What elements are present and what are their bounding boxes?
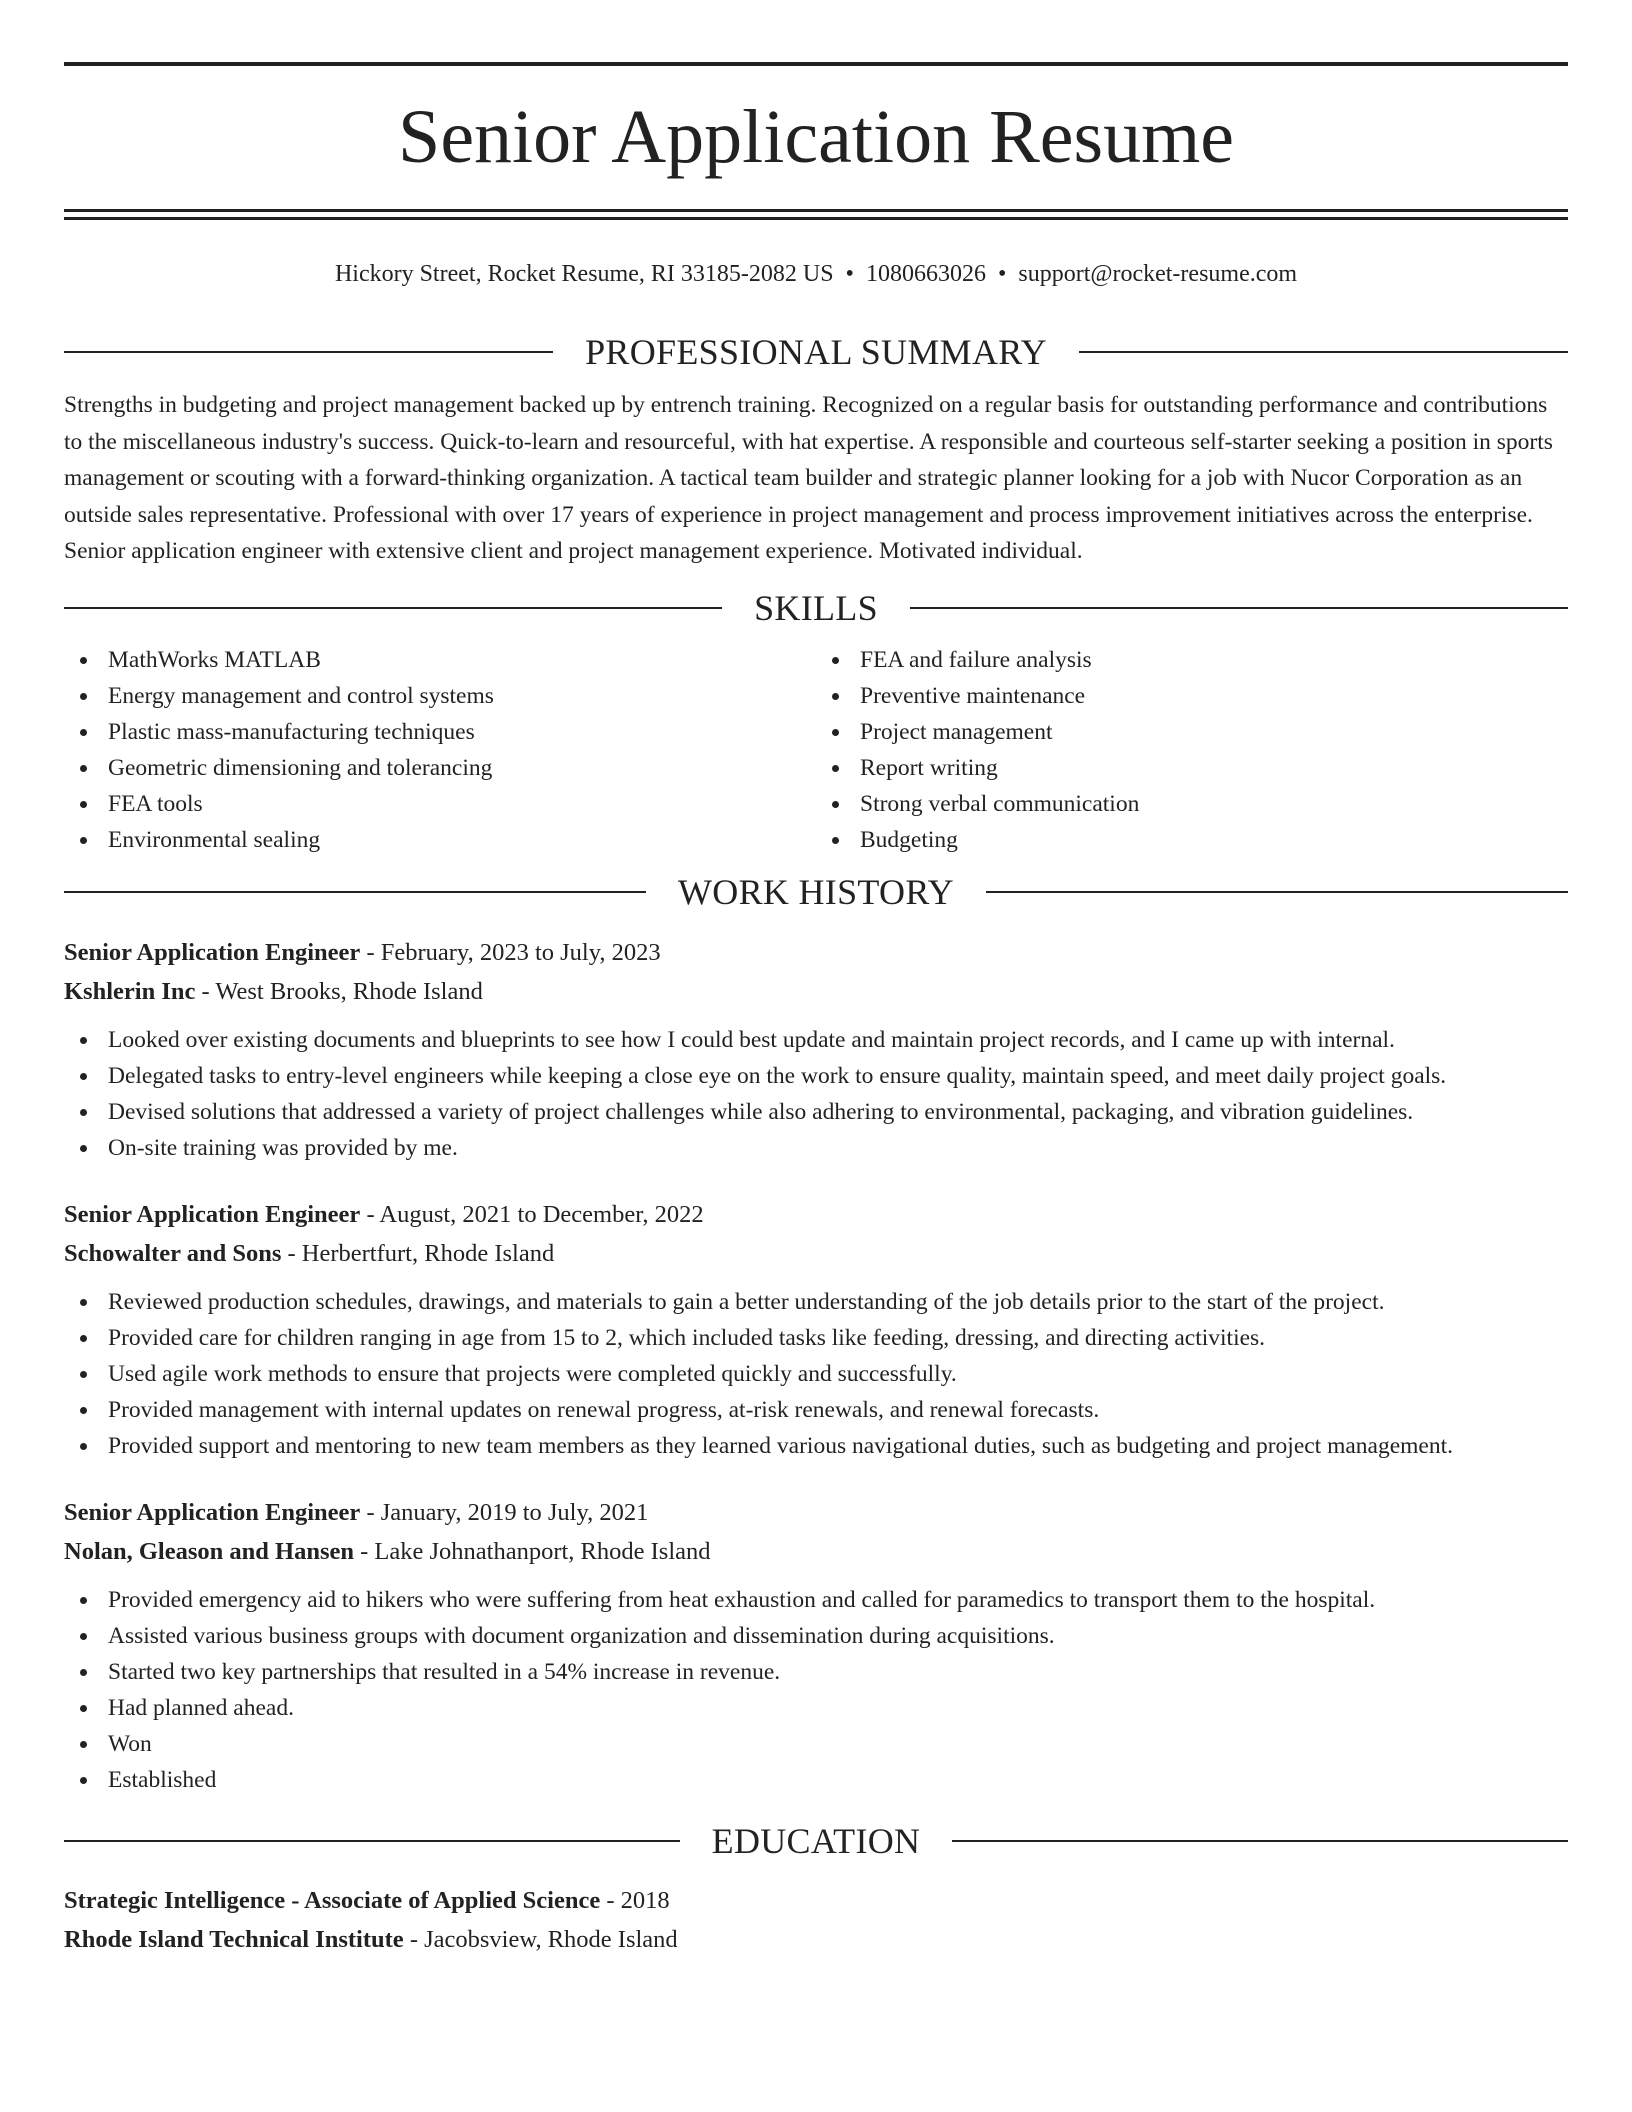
skill-item: Report writing — [816, 750, 1568, 786]
skill-item: Environmental sealing — [64, 822, 816, 858]
job-bullet: Started two key partnerships that resulted in a 54% increase in revenue. — [64, 1654, 1568, 1690]
job-title: Senior Application Engineer — [64, 1498, 361, 1526]
job-bullet: Won — [64, 1726, 1568, 1762]
work-heading: WORK HISTORY — [678, 871, 954, 912]
skill-item: FEA tools — [64, 786, 816, 822]
skill-item: Plastic mass-manufacturing techniques — [64, 714, 816, 750]
job-bullets — [64, 1582, 1568, 1798]
skills-column-left — [64, 642, 816, 858]
summary-section-header — [64, 332, 1568, 372]
education-section-header — [64, 1821, 1568, 1861]
skill-item: Geometric dimensioning and tolerancing — [64, 750, 816, 786]
skills-list — [64, 642, 1568, 858]
section-rule — [910, 607, 1568, 609]
section-rule — [64, 891, 646, 893]
job-bullet: Established — [64, 1762, 1568, 1798]
job-company: Kshlerin Inc — [64, 977, 196, 1005]
job-title: Senior Application Engineer — [64, 1200, 361, 1228]
job-dates: - January, 2019 to July, 2021 — [360, 1498, 649, 1526]
job-location: - Herbertfurt, Rhode Island — [281, 1239, 555, 1267]
skill-item: FEA and failure analysis — [816, 642, 1568, 678]
job-title-line — [64, 933, 1568, 972]
education-program-line — [64, 1881, 1568, 1920]
job-company-line — [64, 1532, 1568, 1571]
work-section-header — [64, 872, 1568, 912]
contact-address: Hickory Street, Rocket Resume, RI 33185-2082 US — [334, 261, 834, 287]
education-entry — [64, 1881, 1568, 1959]
job-bullet: Used agile work methods to ensure that projects were completed quickly and successfully. — [64, 1356, 1568, 1392]
job-title-line — [64, 1493, 1568, 1532]
summary-text: Strengths in budgeting and project management backed up by entrench training. Recognized on a regular basis for outstanding performance and contributions to the miscellaneous industry's success. Quick-to-learn and resourceful, with hat expertise. A responsible and courteous self-starter seeking a position in sports management or scouting with a forward-thinking organization. A tactical team builder and strategic planner looking for a job with Nucor Corporation as an outside sales representative. Professional with over 17 years of experience in project management and process improvement initiatives across the enterprise. Senior application engineer with extensive client and project management experience. Motivated individual. — [64, 392, 1553, 565]
section-rule — [64, 351, 553, 353]
job-entry — [64, 1493, 1568, 1798]
job-company: Schowalter and Sons — [64, 1239, 282, 1267]
education-program: Strategic Intelligence - Associate of Applied Science — [64, 1886, 601, 1914]
resume-title: Senior Application Resume — [398, 95, 1234, 179]
education-location: - Jacobsview, Rhode Island — [403, 1925, 678, 1953]
education-heading: EDUCATION — [711, 1820, 921, 1861]
job-bullet: Devised solutions that addressed a variety of project challenges while also adhering to environmental, packaging, and vibration guidelines. — [64, 1094, 1568, 1130]
skill-item: Strong verbal communication — [816, 786, 1568, 822]
summary-heading: PROFESSIONAL SUMMARY — [585, 332, 1047, 372]
job-bullets — [64, 1022, 1568, 1166]
skills-column-right — [816, 642, 1568, 858]
job-bullet: Delegated tasks to entry-level engineers while keeping a close eye on the work to ensure quality, maintain speed, and meet daily project goals. — [64, 1058, 1568, 1094]
job-bullets — [64, 1284, 1568, 1464]
job-dates: - August, 2021 to December, 2022 — [360, 1200, 704, 1228]
job-bullet: On-site training was provided by me. — [64, 1130, 1568, 1166]
job-location: - West Brooks, Rhode Island — [195, 977, 483, 1005]
job-entry — [64, 1195, 1568, 1464]
contact-separator: • — [997, 261, 1007, 287]
section-rule — [64, 607, 722, 609]
job-bullet: Reviewed production schedules, drawings, and materials to gain a better understanding of the job details prior to the start of the project. — [64, 1284, 1568, 1320]
job-bullet: Provided management with internal updates on renewal progress, at-risk renewals, and renewal forecasts. — [64, 1392, 1568, 1428]
education-year: - 2018 — [600, 1886, 670, 1914]
header-double-rule — [64, 209, 1568, 220]
job-location: - Lake Johnathanport, Rhode Island — [354, 1537, 711, 1565]
skill-item: Energy management and control systems — [64, 678, 816, 714]
job-dates: - February, 2023 to July, 2023 — [360, 938, 661, 966]
contact-phone: 1080663026 — [865, 261, 986, 287]
job-company-line — [64, 972, 1568, 1011]
education-school-line — [64, 1920, 1568, 1959]
job-company: Nolan, Gleason and Hansen — [64, 1537, 354, 1565]
job-bullet: Assisted various business groups with document organization and dissemination during acquisitions. — [64, 1618, 1568, 1654]
job-bullet: Looked over existing documents and blueprints to see how I could best update and maintain project records, and I came up with internal. — [64, 1022, 1568, 1058]
section-rule — [1079, 351, 1568, 353]
job-bullet: Provided care for children ranging in age from 15 to 2, which included tasks like feeding, dressing, and directing activities. — [64, 1320, 1568, 1356]
job-bullet: Provided support and mentoring to new team members as they learned various navigational duties, such as budgeting and project management. — [64, 1428, 1568, 1464]
job-title: Senior Application Engineer — [64, 938, 361, 966]
job-entry — [64, 933, 1568, 1166]
contact-email: support@rocket-resume.com — [1018, 261, 1298, 287]
job-title-line — [64, 1195, 1568, 1234]
skills-heading: SKILLS — [754, 587, 878, 628]
contact-line — [64, 260, 1568, 288]
skill-item: Budgeting — [816, 822, 1568, 858]
section-rule — [64, 1840, 680, 1842]
job-bullet: Provided emergency aid to hikers who were suffering from heat exhaustion and called for paramedics to transport them to the hospital. — [64, 1582, 1568, 1618]
skills-section-header — [64, 588, 1568, 628]
section-rule — [952, 1840, 1568, 1842]
skill-item: Preventive maintenance — [816, 678, 1568, 714]
skill-item: MathWorks MATLAB — [64, 642, 816, 678]
skill-item: Project management — [816, 714, 1568, 750]
job-company-line — [64, 1234, 1568, 1273]
job-bullet: Had planned ahead. — [64, 1690, 1568, 1726]
contact-separator: • — [845, 261, 854, 287]
section-rule — [986, 891, 1568, 893]
education-school: Rhode Island Technical Institute — [64, 1925, 404, 1953]
